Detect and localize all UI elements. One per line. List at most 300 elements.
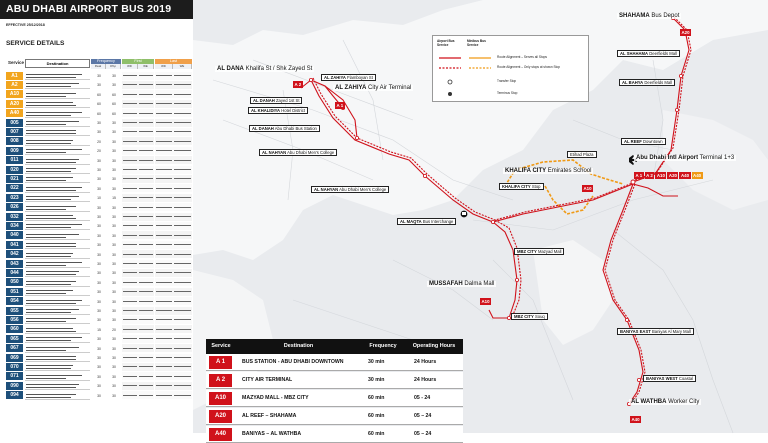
destination-cell [25, 193, 90, 202]
frequency-peak-cell: 30 [97, 337, 101, 342]
time-cell [155, 363, 173, 371]
service-code-badge: 060 [6, 325, 23, 333]
place-al-zahiya-flamboyan[interactable]: AL ZAHIYA Flamboyan St [321, 74, 376, 81]
service-code-badge: A1 [6, 72, 23, 80]
frequency-offpeak-cell: 30 [112, 158, 116, 163]
subheader-cell: WE [138, 64, 154, 69]
service-code-badge: 090 [6, 382, 23, 390]
time-cell [155, 109, 173, 117]
badges-al-dana [293, 73, 304, 91]
frequency-peak-cell: 10 [97, 196, 101, 201]
service-code-badge: 056 [6, 316, 23, 324]
service-code-badge: 026 [6, 203, 23, 211]
time-cell [173, 90, 192, 98]
frequency-peak-cell: 30 [97, 299, 101, 304]
time-cell [122, 72, 138, 80]
service-code-badge: A2 [6, 81, 23, 89]
frequency-offpeak-cell: 30 [112, 374, 116, 379]
frequency-peak-cell: 30 [97, 233, 101, 238]
time-cell [155, 241, 173, 249]
time-cell [138, 344, 154, 352]
table-row[interactable] [0, 353, 193, 362]
place-etihad-plaza[interactable]: Etihad Plaza [567, 151, 597, 158]
legend-terminus-stop: Terminus Stop [497, 91, 518, 95]
frequency-offpeak-cell: 30 [112, 384, 116, 389]
time-cell [155, 391, 173, 399]
time-cell [138, 278, 154, 286]
destination-cell [25, 90, 90, 99]
service-code-badge: A20 [209, 410, 232, 423]
frequency-offpeak-cell: 30 [112, 224, 116, 229]
time-cell [173, 81, 192, 89]
destination-cell: BANIYAS – AL WATHBA [242, 431, 302, 437]
time-cell [173, 203, 192, 211]
badges-al-zahiya [335, 94, 346, 112]
bus-interchange-glyph [462, 212, 466, 215]
time-cell [138, 391, 154, 399]
time-cell [122, 109, 138, 117]
frequency-offpeak-cell: 30 [112, 233, 116, 238]
services-table-row[interactable] [206, 390, 463, 407]
frequency-offpeak-cell: 15 [112, 196, 116, 201]
table-row[interactable] [0, 99, 193, 108]
service-badge: A40 [693, 173, 702, 178]
frequency-peak-cell: 30 [97, 252, 101, 257]
service-code-badge: 067 [6, 344, 23, 352]
service-details-heading: SERVICE DETAILS [6, 40, 65, 47]
service-code-badge: A20 [6, 100, 23, 108]
service-code-badge: 043 [6, 260, 23, 268]
destination-cell [25, 221, 90, 230]
table-row[interactable] [0, 193, 193, 202]
destination-cell [25, 334, 90, 343]
time-cell [155, 231, 173, 239]
badges-mussafah [480, 290, 492, 308]
destination-cell [25, 353, 90, 362]
legend-route-shown-stops: Route Alignment – Only stops at shown Stop [497, 65, 561, 69]
table-row[interactable] [0, 127, 193, 136]
destination-cell [25, 297, 90, 306]
frequency-peak-cell: 30 [97, 356, 101, 360]
time-cell [155, 166, 173, 174]
table-row[interactable] [0, 90, 193, 99]
time-cell [138, 119, 154, 127]
time-cell [155, 297, 173, 305]
time-cell [122, 344, 138, 352]
service-code-badge: 023 [6, 194, 23, 202]
frequency-offpeak-cell: 30 [112, 83, 116, 88]
time-cell [122, 194, 138, 202]
time-cell [122, 288, 138, 296]
time-cell [155, 203, 173, 211]
time-cell [122, 250, 138, 258]
service-code-badge: A40 [209, 428, 232, 441]
time-cell [122, 231, 138, 239]
time-cell [138, 260, 154, 268]
time-cell [138, 382, 154, 390]
service-code-badge: 044 [6, 269, 23, 277]
service-code-badge: 020 [6, 166, 23, 174]
frequency-cell: 30 min [368, 377, 385, 383]
destination-cell [25, 287, 90, 296]
destination-cell [25, 315, 90, 324]
time-cell [138, 194, 154, 202]
time-cell [173, 137, 192, 145]
time-cell [155, 119, 173, 127]
services-table-header [206, 339, 463, 354]
destination-cell [25, 109, 90, 118]
frequency-offpeak-cell: 30 [112, 356, 116, 360]
time-cell [122, 184, 138, 192]
frequency-peak-cell: 30 [97, 318, 101, 323]
destination-cell [25, 203, 90, 212]
destination-cell [25, 325, 90, 334]
legend-minibus-service: Minibus Bus Service [467, 39, 486, 47]
table-row[interactable] [0, 137, 193, 146]
service-code-badge: 070 [6, 363, 23, 371]
time-cell [138, 147, 154, 155]
service-code-badge: 041 [6, 241, 23, 249]
time-cell [173, 231, 192, 239]
table-row[interactable] [0, 372, 193, 381]
frequency-offpeak-cell: 30 [112, 271, 116, 276]
table-row[interactable] [0, 391, 193, 400]
service-code-badge: 042 [6, 250, 23, 258]
time-cell [138, 222, 154, 230]
destination-cell: BUS STATION - ABU DHABI DOWNTOWN [242, 359, 344, 365]
service-code-badge: 032 [6, 213, 23, 221]
time-cell [138, 81, 154, 89]
table-row[interactable] [0, 231, 193, 240]
time-cell [155, 222, 173, 230]
subheader-cell: WD [155, 64, 173, 69]
frequency-peak-cell: 30 [97, 346, 101, 351]
service-badge: A20 [668, 173, 677, 178]
destination-cell [25, 99, 90, 108]
destination-cell [25, 127, 90, 136]
time-cell [138, 307, 154, 315]
frequency-offpeak-cell: 30 [112, 290, 116, 295]
place-al-nahyan-2[interactable]: AL NAHYAN Abu Dhabi Men's College [311, 186, 389, 193]
frequency-cell: 60 min [368, 395, 385, 401]
time-cell [173, 372, 192, 380]
frequency-offpeak-cell: 30 [112, 309, 116, 313]
place-abu-dhabi-airport[interactable]: Abu Dhabi Intl Airport Terminal 1+3 [636, 155, 735, 161]
table-row[interactable] [0, 259, 193, 268]
legend-symbols [437, 54, 493, 102]
time-cell [155, 307, 173, 315]
service-code-badge: A 2 [209, 374, 232, 387]
place-baniyas-west[interactable]: BANIYAS WEST Coastal [643, 375, 696, 382]
time-cell [122, 382, 138, 390]
destination-cell [25, 174, 90, 183]
time-cell [122, 391, 138, 399]
time-cell [155, 137, 173, 145]
table-row[interactable] [0, 156, 193, 165]
time-cell [173, 335, 192, 343]
time-cell [155, 278, 173, 286]
services-table-row[interactable] [206, 408, 463, 425]
place-khalifa-city-stop[interactable]: KHALIFA CITY Stop [499, 183, 544, 190]
table-row[interactable] [0, 315, 193, 324]
services-header-hours: Operating Hours [412, 343, 456, 349]
destination-cell: MAZYAD MALL - MBZ CITY [242, 395, 309, 401]
time-cell [138, 288, 154, 296]
service-badge: A40 [631, 417, 640, 422]
frequency-peak-cell: 30 [97, 215, 101, 219]
time-cell [138, 250, 154, 258]
time-cell [122, 363, 138, 371]
time-cell [138, 156, 154, 164]
services-header-service: Service [211, 343, 231, 349]
time-cell [138, 354, 154, 362]
services-header-destination: Destination [283, 343, 314, 349]
service-badge: A 1 [336, 103, 344, 108]
time-cell [155, 90, 173, 98]
frequency-peak-cell: 15 [97, 327, 101, 332]
service-code-badge: A10 [6, 90, 23, 98]
time-cell [138, 90, 154, 98]
time-cell [173, 109, 192, 117]
place-al-zahiya-terminal[interactable]: AL ZAHIYA City Air Terminal [335, 85, 412, 91]
table-row[interactable] [0, 174, 193, 183]
time-cell [173, 288, 192, 296]
frequency-offpeak-cell: 30 [112, 121, 116, 125]
time-cell [138, 72, 154, 80]
service-code-badge: 054 [6, 297, 23, 305]
time-cell [138, 231, 154, 239]
place-al-danah-zayed[interactable]: AL DANAH Zayed 1st St [250, 97, 302, 104]
frequency-offpeak-cell: 30 [112, 149, 116, 154]
destination-cell [25, 381, 90, 390]
frequency-peak-cell: 30 [97, 177, 101, 182]
destination-cell [25, 306, 90, 315]
time-cell [122, 222, 138, 230]
time-cell [173, 175, 192, 183]
destination-cell [25, 146, 90, 155]
frequency-peak-cell: 30 [97, 384, 101, 389]
service-code-badge: 055 [6, 307, 23, 315]
time-cell [138, 363, 154, 371]
frequency-offpeak-cell: 30 [112, 318, 116, 323]
table-row[interactable] [0, 306, 193, 315]
table-row[interactable] [0, 250, 193, 259]
subheader-cell: Peak [91, 64, 106, 69]
time-cell [138, 128, 154, 136]
time-cell [173, 325, 192, 333]
table-row[interactable] [0, 362, 193, 371]
place-al-reef[interactable]: AL REEF Downtown [621, 138, 666, 145]
time-cell [122, 119, 138, 127]
frequency-peak-cell: 20 [97, 149, 101, 154]
destination-cell [25, 118, 90, 127]
time-cell [155, 250, 173, 258]
time-cell [122, 147, 138, 155]
time-cell [155, 288, 173, 296]
place-al-khalidiya[interactable]: AL KHALIDIYA Hotel District [248, 107, 308, 114]
time-cell [155, 184, 173, 192]
time-cell [155, 194, 173, 202]
time-cell [122, 137, 138, 145]
service-code-badge: 021 [6, 175, 23, 183]
destination-cell [25, 231, 90, 240]
table-row[interactable] [0, 109, 193, 118]
table-row[interactable] [0, 221, 193, 230]
destination-cell [25, 278, 90, 287]
service-code-badge: 007 [6, 128, 23, 136]
badges-al-wathba [630, 408, 642, 426]
frequency-offpeak-cell: 30 [112, 186, 116, 191]
time-cell [138, 335, 154, 343]
destination-cell [25, 259, 90, 268]
frequency-peak-cell: 30 [97, 158, 101, 163]
destination-cell [25, 250, 90, 259]
map-legend [432, 35, 589, 102]
time-cell [122, 335, 138, 343]
table-row[interactable] [0, 297, 193, 306]
time-cell [122, 175, 138, 183]
table-row[interactable] [0, 184, 193, 193]
table-row[interactable] [0, 278, 193, 287]
place-al-nahyan[interactable]: AL NAHYAN Abu Dhabi Men's College [259, 149, 337, 156]
table-row[interactable] [0, 240, 193, 249]
destination-cell: CITY AIR TERMINAL [242, 377, 293, 383]
frequency-offpeak-cell: 30 [112, 168, 116, 172]
frequency-peak-cell: 30 [97, 74, 101, 78]
time-cell [173, 119, 192, 127]
table-row[interactable] [0, 381, 193, 390]
place-al-bahya[interactable]: AL BAHYA Deerfields Mall [619, 79, 675, 86]
time-cell [138, 316, 154, 324]
place-al-danah-bus-station[interactable]: AL DANAH Abu Dhabi Bus Station [249, 125, 320, 132]
time-cell [138, 372, 154, 380]
frequency-offpeak-cell: 30 [112, 280, 116, 285]
table-row[interactable] [0, 344, 193, 353]
table-row[interactable] [0, 212, 193, 221]
place-mbz-city[interactable]: MBZ CITY Mazyad Mall [514, 248, 564, 255]
place-baniyas-east[interactable]: BANIYAS EAST Baniyas Al Mary Mall [617, 328, 694, 335]
service-code-badge: 022 [6, 184, 23, 192]
time-cell [173, 166, 192, 174]
time-cell [122, 203, 138, 211]
table-row[interactable] [0, 203, 193, 212]
frequency-peak-cell: 30 [97, 290, 101, 295]
frequency-offpeak-cell: 30 [112, 299, 116, 304]
place-shahama[interactable]: SHAHAMA Bus Depot [619, 13, 680, 19]
table-row[interactable] [0, 165, 193, 174]
destination-cell [25, 240, 90, 249]
service-badge: A20 [681, 30, 690, 35]
time-cell [173, 363, 192, 371]
services-table-row[interactable] [206, 426, 463, 443]
frequency-cell: 30 min [368, 359, 385, 365]
page-title: ABU DHABI AIRPORT BUS 2019 [0, 0, 193, 19]
place-al-wathba[interactable]: AL WATHBA Worker City [631, 399, 700, 405]
service-code-badge: 040 [6, 231, 23, 239]
place-mbz-city-souq[interactable]: MBZ CITY Souq [511, 313, 548, 320]
time-cell [173, 184, 192, 192]
time-cell [155, 72, 173, 80]
frequency-peak-cell: 20 [97, 139, 101, 144]
time-cell [138, 137, 154, 145]
destination-cell [25, 184, 90, 193]
time-cell [155, 354, 173, 362]
frequency-peak-cell: 60 [97, 92, 101, 97]
time-cell [122, 156, 138, 164]
frequency-peak-cell: 30 [97, 121, 101, 125]
table-row[interactable] [0, 334, 193, 343]
destination-cell [25, 391, 90, 400]
services-table-row[interactable] [206, 372, 463, 389]
place-khalifa-city[interactable]: KHALIFA CITY Emirates School [505, 168, 592, 174]
table-row[interactable] [0, 118, 193, 127]
table-row[interactable] [0, 268, 193, 277]
table-row[interactable] [0, 80, 193, 89]
service-badge: A 2 [646, 173, 653, 178]
first-column-header: First [122, 59, 154, 64]
table-row[interactable] [0, 325, 193, 334]
frequency-offpeak-cell: 30 [112, 139, 116, 144]
service-code-badge: 009 [6, 147, 23, 155]
services-header-frequency: Frequency [369, 343, 397, 349]
frequency-peak-cell: 30 [97, 224, 101, 229]
badges-shahama [680, 21, 692, 39]
frequency-column-header: Frequency [91, 59, 121, 64]
service-details-panel [0, 0, 193, 433]
time-cell [122, 325, 138, 333]
frequency-offpeak-cell: 30 [112, 346, 116, 351]
service-code-badge: 094 [6, 391, 23, 399]
frequency-peak-cell: 30 [97, 262, 101, 266]
time-cell [122, 166, 138, 174]
time-cell [138, 175, 154, 183]
time-cell [122, 269, 138, 277]
destination-cell: AL REEF – SHAHAMA [242, 413, 297, 419]
destination-cell [25, 362, 90, 371]
destination-cell [25, 372, 90, 381]
time-cell [122, 297, 138, 305]
table-row[interactable] [0, 287, 193, 296]
hours-cell: 05 – 24 [414, 413, 432, 419]
subheader-cell: WE [173, 64, 192, 69]
time-cell [122, 241, 138, 249]
time-cell [138, 297, 154, 305]
time-cell [122, 354, 138, 362]
service-code-badge: 034 [6, 222, 23, 230]
table-row[interactable] [0, 71, 193, 80]
time-cell [122, 316, 138, 324]
frequency-offpeak-cell: 30 [112, 243, 116, 248]
place-al-shahama-deerfields[interactable]: AL SHAHAMA Deerfields Mall [617, 50, 680, 57]
place-mussafah[interactable]: MUSSAFAH Dalma Mall [429, 281, 495, 287]
service-code-badge: 008 [6, 137, 23, 145]
time-cell [138, 100, 154, 108]
time-cell [122, 213, 138, 221]
time-cell [155, 100, 173, 108]
services-table-row[interactable] [206, 354, 463, 371]
frequency-peak-cell: 30 [97, 271, 101, 276]
service-code-badge: 071 [6, 372, 23, 380]
table-row[interactable] [0, 146, 193, 155]
time-cell [155, 335, 173, 343]
frequency-offpeak-cell: 30 [112, 337, 116, 342]
place-al-dana[interactable]: AL DANA Khalifa St / Shk Zayed St [217, 66, 313, 72]
time-cell [173, 260, 192, 268]
time-cell [155, 213, 173, 221]
time-cell [155, 81, 173, 89]
place-al-maqta[interactable]: AL MAQTA Bus Interchange [397, 218, 456, 225]
frequency-offpeak-cell: 30 [112, 262, 116, 266]
